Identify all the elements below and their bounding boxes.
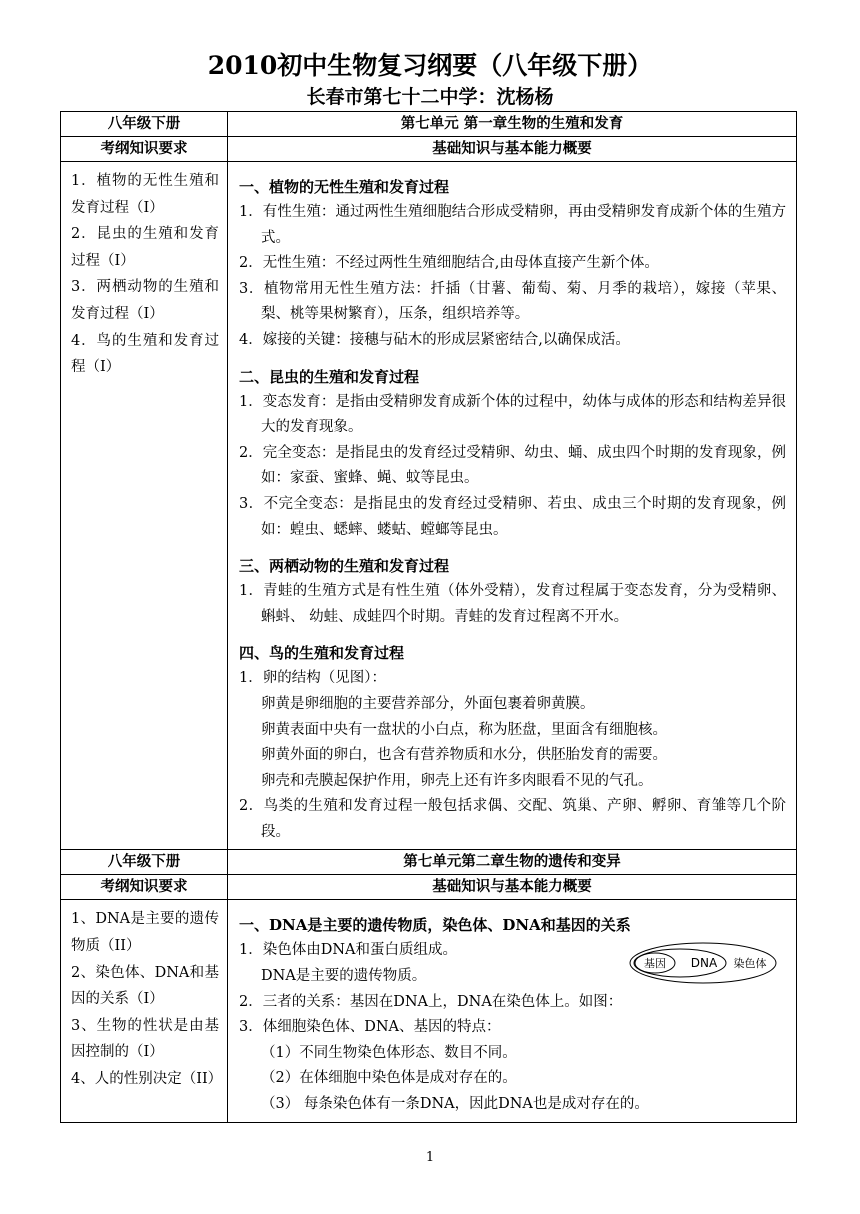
requirements-header: 考纲知识要求 — [61, 875, 228, 900]
overview-header: 基础知识与基本能力概要 — [228, 137, 797, 162]
detail-line: 卵壳和壳膜起保护作用，卵壳上还有许多肉眼看不见的气孔。 — [261, 772, 653, 789]
list-item: 1．有性生殖：通过两性生殖细胞结合形成受精卵，再由受精卵发育成新个体的生殖方式。 — [239, 204, 786, 246]
detail-line: 卵黄外面的卵白，也含有营养物质和水分，供胚胎发育的需要。 — [261, 747, 667, 764]
chapter1-title-row — [61, 112, 797, 137]
diagram-area — [239, 938, 786, 989]
overview-cell — [228, 900, 797, 1122]
requirements-header: 考纲知识要求 — [61, 137, 228, 162]
requirement-item: 1．植物的无性生殖和发育过程（I） — [71, 173, 219, 216]
dna-label: DNA — [690, 956, 718, 971]
chromosome-label: 染色体 — [733, 957, 767, 971]
page-number: 1 — [425, 1150, 435, 1165]
requirement-item: 4．鸟的生殖和发育过程（I） — [71, 332, 219, 376]
section-heading: 三、两栖动物的生殖和发育过程 — [239, 557, 450, 576]
requirement-item: 4、人的性别决定（II） — [71, 1071, 223, 1088]
overview-cell — [228, 162, 797, 850]
detail-line: 卵黄是卵细胞的主要营养部分，外面包裹着卵黄膜。 — [261, 695, 595, 712]
section-heading: 一、DNA是主要的遗传物质，染色体、DNA和基因的关系 — [239, 916, 631, 935]
requirements-cell — [61, 900, 228, 1122]
list-item: 3．不完全变态：是指昆虫的发育经过受精卵、若虫、成虫三个时期的发育现象，例如：蝗虫、蟋蟀、蝼蛄、螳螂等昆虫。 — [239, 495, 786, 538]
list-item: 3．体细胞染色体、DNA、基因的特点： — [239, 1019, 501, 1036]
list-item: 2．无性生殖：不经过两性生殖细胞结合,由母体直接产生新个体。 — [239, 255, 659, 272]
list-item: 2．鸟类的生殖和发育过程一般包括求偶、交配、筑巢、产卵、孵卵、育雏等几个阶段。 — [239, 798, 786, 840]
chapter1-content-row — [61, 162, 797, 850]
requirements-cell — [61, 162, 228, 850]
chapter2-title-row — [61, 850, 797, 875]
list-item: 1．青蛙的生殖方式是有性生殖（体外受精），发育过程属于变态发育，分为受精卵、蝌蚪、 幼蛙、成蛙四个时期。青蛙的发育过程离不开水。 — [239, 583, 786, 625]
list-item: 2．完全变态：是指昆虫的发育经过受精卵、幼虫、蛹、成虫四个时期的发育现象，例如：家蚕、蜜蜂、蝇、蚊等昆虫。 — [239, 444, 786, 487]
list-item: 3．植物常用无性生殖方法：扦插（甘薯、葡萄、菊、月季的栽培），嫁接（苹果、梨、桃等果树繁育），压条，组织培养等。 — [239, 280, 786, 323]
gene-dna-chromosome-diagram — [628, 941, 778, 985]
chapter1-header-row — [61, 137, 797, 162]
sub-item: （3） 每条染色体有一条DNA，因此DNA也是成对存在的。 — [261, 1096, 649, 1113]
list-item: 1．染色体由DNA和蛋白质组成。 — [239, 942, 458, 959]
overview-header: 基础知识与基本能力概要 — [228, 875, 797, 900]
sub-item: （2）在体细胞中染色体是成对存在的。 — [261, 1070, 517, 1087]
chapter2-header-row — [61, 875, 797, 900]
detail-line: DNA是主要的遗传物质。 — [261, 968, 427, 985]
grade-cell: 八年级下册 — [61, 112, 228, 137]
requirement-item: 2．昆虫的生殖和发育过程（I） — [71, 226, 219, 269]
requirement-item: 3．两栖动物的生殖和发育过程（I） — [71, 279, 219, 322]
sub-item: （1）不同生物染色体形态、数目不同。 — [261, 1044, 517, 1061]
section-heading: 二、昆虫的生殖和发育过程 — [239, 367, 420, 386]
detail-line: 卵黄表面中央有一盘状的小白点，称为胚盘，里面含有细胞核。 — [261, 721, 667, 738]
gene-label: 基因 — [644, 957, 666, 971]
list-item: 1．卵的结构（见图）： — [239, 670, 386, 687]
unit-title-cell: 第七单元 第一章生物的生殖和发育 — [228, 112, 797, 137]
requirement-item: 3、生物的性状是由基因控制的（I） — [71, 1017, 219, 1061]
list-item: 4．嫁接的关键：接穗与砧木的形成层紧密结合,以确保成活。 — [239, 331, 630, 348]
requirement-item: 2、染色体、DNA和基因的关系（I） — [71, 964, 219, 1008]
section-heading: 一、植物的无性生殖和发育过程 — [239, 178, 450, 196]
unit-title-cell: 第七单元第二章生物的遗传和变异 — [228, 850, 797, 875]
list-item: 2．三者的关系：基因在DNA上，DNA在染色体上。如图： — [239, 993, 623, 1010]
outline-table — [60, 111, 797, 1123]
list-item: 1．变态发育：是指由受精卵发育成新个体的过程中，幼体与成体的形态和结构差异很大的发育现象。 — [239, 393, 786, 436]
section-heading: 四、鸟的生殖和发育过程 — [239, 644, 405, 663]
requirement-item: 1、DNA是主要的遗传物质（II） — [71, 911, 219, 955]
page-title: 2010初中生物复习纲要（八年级下册） — [207, 51, 653, 80]
chapter2-content-row — [61, 900, 797, 1122]
grade-cell: 八年级下册 — [61, 850, 228, 875]
author-line: 长春市第七十二中学：沈杨杨 — [306, 86, 554, 108]
